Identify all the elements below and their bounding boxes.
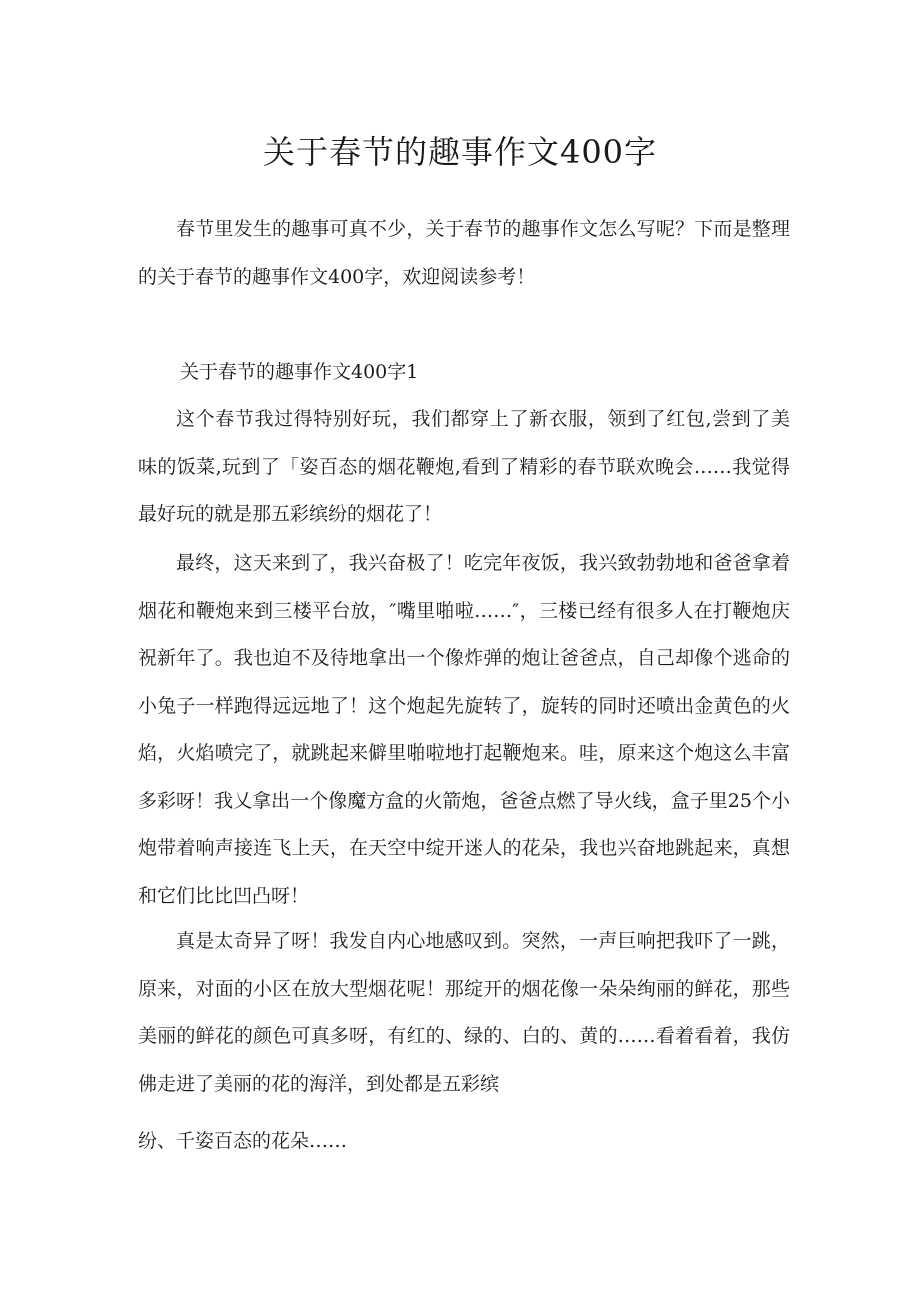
body-paragraph-3-main: 真是太奇异了呀！我发自内心地感叹到。突然，一声巨响把我吓了一跳，原来，对面的小区在放大型烟花呢！那绽开的烟花像一朵朵绚丽的鲜花，那些美丽的鲜花的颜色可真多呀，有红的、绿的、白的、黄的……看着看着，我仿佛走进了美丽的花的海洋，到处都是五彩缤 bbox=[138, 930, 790, 1095]
body-paragraph-3 bbox=[138, 918, 790, 1166]
document-title: 关于春节的趣事作文400字 bbox=[262, 133, 658, 171]
intro-paragraph: 春节里发生的趣事可真不少，关于春节的趣事作文怎么写呢？下而是整理的关于春节的趣事作文400字，欢迎阅读参考！ bbox=[138, 218, 790, 288]
body-paragraph-1: 这个春节我过得特别好玩，我们都穿上了新衣服，领到了红包,尝到了美味的饭菜,玩到了「姿百态的烟花鞭炮,看到了精彩的春节联欢晚会……我觉得最好玩的就是那五彩缤纷的烟花了！ bbox=[138, 408, 790, 525]
body-paragraph-3-tail: 纷、千姿百态的花朵…… bbox=[138, 1130, 348, 1152]
section-heading: 关于春节的趣事作文400字1 bbox=[180, 361, 419, 383]
body-paragraph-2: 最终，这天来到了，我兴奋极了！吃完年夜饭，我兴致勃勃地和爸爸拿着烟花和鞭炮来到三楼平台放，″嘴里啪啦……″，三楼已经有很多人在打鞭炮庆祝新年了。我也迫不及待地拿出一个像炸弹的炮让爸爸点，自己却像个逃命的小兔子一样跑得远远地了！这个炮起先旋转了，旋转的同时还喷出金黄色的火焰，火焰喷完了，就跳起来僻里啪啦地打起鞭炮来。哇，原来这个炮这么丰富多彩呀！我乂拿出一个像魔方盒的火箭炮，爸爸点燃了导火线，盒子里25个小炮带着响声接连飞上天，在天空中绽开迷人的花朵，我也兴奋地跳起来，真想和它们比比凹凸呀！ bbox=[138, 552, 790, 907]
